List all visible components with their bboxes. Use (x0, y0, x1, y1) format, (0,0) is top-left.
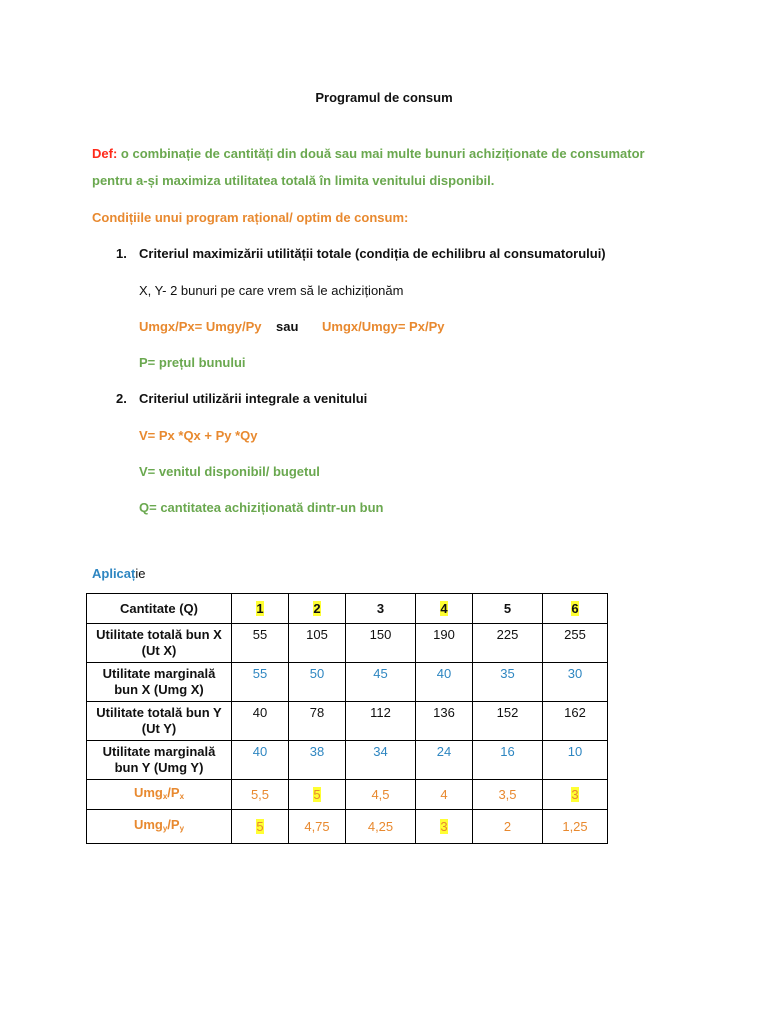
price-definition: P= prețul bunului (139, 355, 246, 370)
row-label: $Umg_x/P_x$ (87, 780, 232, 810)
formula-connector: sau (276, 319, 299, 334)
table-cell: 6 (543, 594, 608, 624)
table-cell: 55 (232, 663, 289, 702)
table-cell: 5,5 (232, 780, 289, 810)
table-row (87, 624, 608, 663)
goods-line: X, Y- 2 bunuri pe care vrem să le achiziționăm (139, 283, 404, 298)
table-cell: 78 (289, 702, 346, 741)
definition-line-2: pentru a-și maximiza utilitatea totală în limita venitului disponibil. (92, 173, 495, 188)
table-cell: 40 (232, 702, 289, 741)
table-cell: 45 (346, 663, 416, 702)
table-cell: 40 (416, 663, 473, 702)
table-cell: 150 (346, 624, 416, 663)
table-cell: 10 (543, 741, 608, 780)
table-row (87, 702, 608, 741)
table-cell: 5 (473, 594, 543, 624)
table-cell: 4,25 (346, 810, 416, 844)
table-row (87, 780, 608, 810)
application-heading (92, 566, 145, 581)
table-cell: 4,5 (346, 780, 416, 810)
application-label-colored: Aplicaț (92, 566, 136, 581)
table-cell: 4 (416, 594, 473, 624)
row-label: $Umg_y/P_y$ (87, 810, 232, 844)
table-cell: 152 (473, 702, 543, 741)
table-row (87, 741, 608, 780)
table-cell: 55 (232, 624, 289, 663)
table-row (87, 594, 608, 624)
table-cell: 190 (416, 624, 473, 663)
row-label: Utilitate marginală bun Y (Umg Y) (87, 741, 232, 780)
application-label-rest: ie (135, 566, 146, 581)
criterion-2-text: Criteriul utilizării integrale a venitului (139, 391, 368, 406)
criterion-1-text: Criteriul maximizării utilității totale (condiția de echilibru al consumatorului) (139, 246, 606, 261)
table-cell: 3,5 (473, 780, 543, 810)
table-cell: 1 (232, 594, 289, 624)
row-label: Utilitate totală bun Y (Ut Y) (87, 702, 232, 741)
table-cell: 35 (473, 663, 543, 702)
budget-formula: V= Px *Qx + Py *Qy (139, 428, 258, 443)
table-cell: 38 (289, 741, 346, 780)
table-cell: 24 (416, 741, 473, 780)
table-cell: 40 (232, 741, 289, 780)
income-definition: V= venitul disponibil/ bugetul (139, 464, 320, 479)
table-row (87, 810, 608, 844)
table-cell: 34 (346, 741, 416, 780)
table-cell: 136 (416, 702, 473, 741)
definition-text-1: o combinație de cantități din două sau mai multe bunuri achiziționate de consumator (120, 146, 645, 161)
table-cell: 5 (289, 780, 346, 810)
table-cell: 112 (346, 702, 416, 741)
table-cell: 162 (543, 702, 608, 741)
row-label: Cantitate (Q) (87, 594, 232, 624)
table-cell: 1,25 (543, 810, 608, 844)
table-cell: 3 (346, 594, 416, 624)
table-row (87, 663, 608, 702)
definition-label: Def: (92, 146, 118, 161)
definition-line-1 (92, 146, 645, 161)
row-label: Utilitate marginală bun X (Umg X) (87, 663, 232, 702)
table-cell: 50 (289, 663, 346, 702)
equilibrium-formula-a: Umgx/Px= Umgy/Py (139, 319, 262, 334)
table-cell: 255 (543, 624, 608, 663)
table-cell: 4 (416, 780, 473, 810)
equilibrium-formula-b: Umgx/Umgy= Px/Py (322, 319, 445, 334)
table-cell: 5 (232, 810, 289, 844)
table-cell: 3 (416, 810, 473, 844)
conditions-heading: Condițiile unui program rațional/ optim de consum: (92, 210, 409, 225)
table-cell: 225 (473, 624, 543, 663)
table-cell: 16 (473, 741, 543, 780)
criterion-1-number: 1. (116, 246, 127, 261)
quantity-definition: Q= cantitatea achiziționată dintr-un bun (139, 500, 384, 515)
table-cell: 3 (543, 780, 608, 810)
table-cell: 2 (289, 594, 346, 624)
table-cell: 105 (289, 624, 346, 663)
utility-table (86, 593, 608, 844)
page-title: Programul de consum (315, 90, 453, 105)
criterion-2-number: 2. (116, 391, 127, 406)
table-cell: 2 (473, 810, 543, 844)
table-cell: 30 (543, 663, 608, 702)
table-cell: 4,75 (289, 810, 346, 844)
row-label: Utilitate totală bun X (Ut X) (87, 624, 232, 663)
